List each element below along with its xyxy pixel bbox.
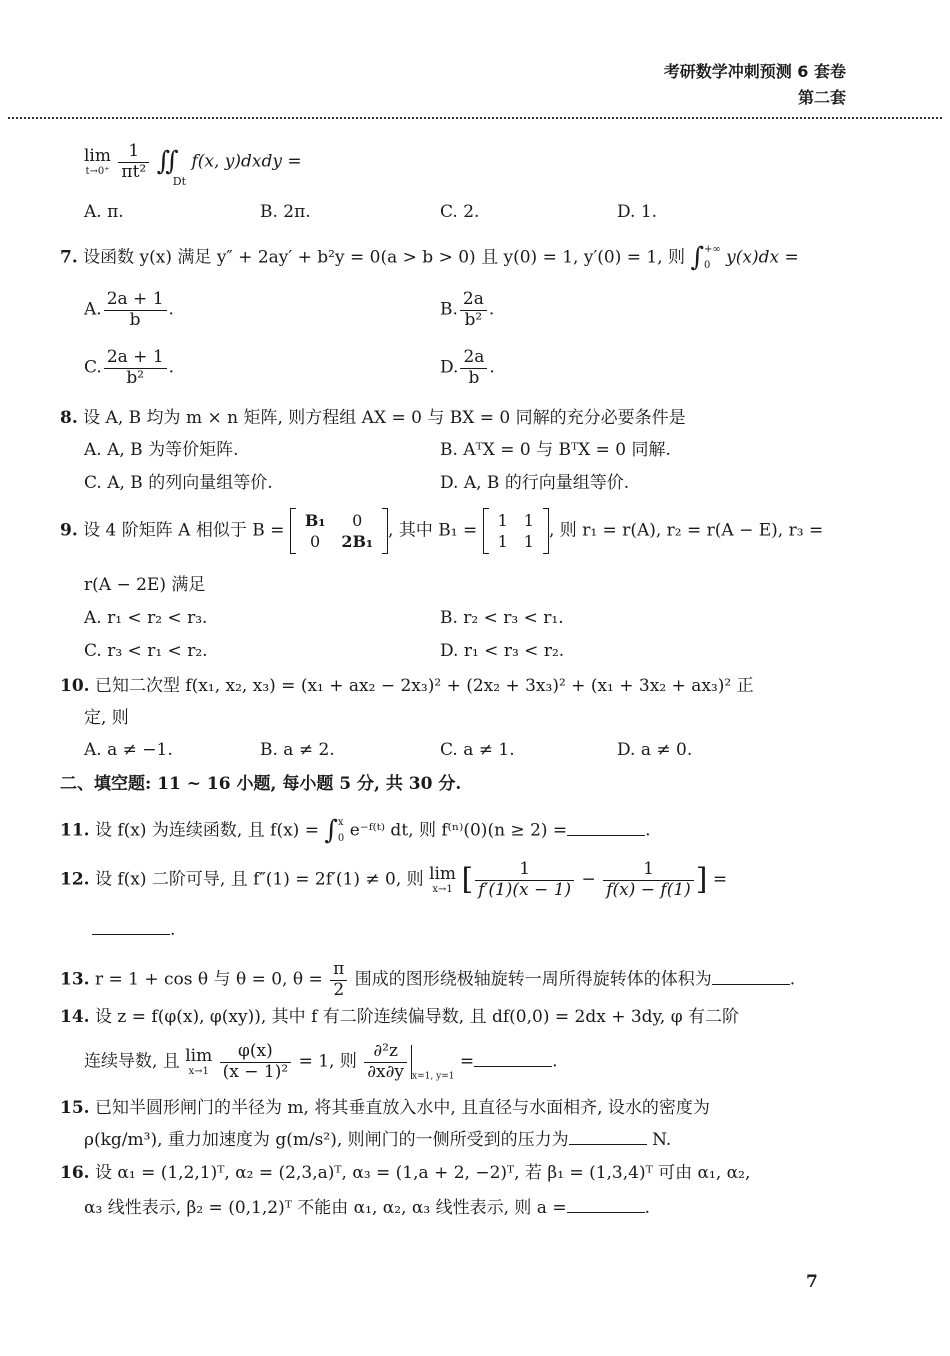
q6-option-c: C. 2. [440,202,480,222]
q11-stem: 11. 设 f(x) 为连续函数, 且 f(x) = ∫ x 0 e⁻ᶠ⁽ᵗ⁾ dt, 则 f⁽ⁿ⁾(0)(n ≥ 2) = . [60,815,651,846]
answer-blank[interactable] [569,1130,647,1145]
q9-option-d: D. r₁ < r₃ < r₂. [440,641,565,661]
q8-option-c: C. A, B 的列向量组等价. [84,473,273,493]
q6-fraction: $\frac{1}{\text{πt²}}$ [118,142,149,182]
q9-option-b: B. r₂ < r₃ < r₁. [440,608,564,628]
integral-icon: ∫ [690,242,705,273]
q7-option-a: A. $\frac{2a + 1}{b}$ . [84,289,174,330]
q6-expression: lim t→0⁺ $\frac{1}{\text{πt²}}$ $∬_{Dt}$ f(x, y)dxdy = [84,141,302,188]
q9-stem-continued: r(A − 2E) 满足 [84,575,206,595]
q6-option-a: A. π. [84,202,124,222]
answer-blank[interactable] [474,1052,552,1067]
answer-blank[interactable] [567,1198,645,1213]
q14-stem-continued: 连续导数, 且 lim x→1 $\frac{\varphi(x)}{\text{(x − 1)²}}$ = 1, 则 $\frac{\text{∂²z}}{\partial x\partial y}$ $_{x=1, y=1}$ = . [84,1041,558,1082]
answer-blank[interactable] [567,821,645,836]
q7-option-d: D. $\frac{2a}{b}$ . [440,347,495,388]
page-number: 7 [806,1272,818,1292]
q9-option-a: A. r₁ < r₂ < r₃. [84,608,208,628]
q8-stem: 8. 设 A, B 均为 m × n 矩阵, 则方程组 AX = 0 与 BX = 0 同解的充分必要条件是 [60,408,686,428]
q10-option-d: D. a ≠ 0. [617,740,693,760]
q9-option-c: C. r₃ < r₁ < r₂. [84,641,208,661]
q14-stem: 14. 设 z = f(φ(x), φ(xy)), 其中 f 有二阶连续偏导数, 且 df(0,0) = 2dx + 3dy, φ 有二阶 [60,1007,740,1027]
q6-limit: lim t→0⁺ [84,146,111,177]
q15-stem: 15. 已知半圆形闸门的半径为 m, 将其垂直放入水中, 且直径与水面相齐, 设水的密度为 [60,1098,710,1118]
header-title: 考研数学冲刺预测 6 套卷 [663,62,846,81]
q8-option-a: A. A, B 为等价矩阵. [84,440,239,460]
q16-stem-continued: α₃ 线性表示, β₂ = (0,1,2)ᵀ 不能由 α₁, α₂, α₃ 线性表示, 则 a = . [84,1198,650,1218]
q8-option-b: B. AᵀX = 0 与 BᵀX = 0 同解. [440,440,671,460]
section-2-heading: 二、填空题: 11 ~ 16 小题, 每小题 5 分, 共 30 分. [60,774,462,794]
q13-stem: 13. r = 1 + cos θ 与 θ = 0, θ = $\frac{\pi}{2}$ 围成的图形绕极轴旋转一周所得旋转体的体积为 . [60,959,796,1000]
q6-option-b: B. 2π. [260,202,311,222]
q12-stem: 12. 设 f(x) 二阶可导, 且 f″(1) = 2f′(1) ≠ 0, 则 lim x→1 [ $\frac{1}{f'(1)(x - 1)}$ − $\frac{1}{f(x) - f(1)}$ ] = [60,859,728,900]
q10-option-c: C. a ≠ 1. [440,740,515,760]
q10-stem-continued: 定, 则 [84,708,129,728]
q12-answer: . [92,920,175,940]
q15-stem-continued: ρ(kg/m³), 重力加速度为 g(m/s²), 则闸门的一侧所受到的压力为 N. [84,1130,672,1150]
q10-option-b: B. a ≠ 2. [260,740,335,760]
answer-blank[interactable] [92,920,170,935]
header-subtitle: 第二套 [797,88,846,107]
matrix-b1: 1 1 1 1 [483,508,549,554]
double-integral-icon: ∬ [156,146,179,177]
q8-option-d: D. A, B 的行向量组等价. [440,473,630,493]
q6-option-d: D. 1. [617,202,658,222]
matrix-b: B₁ 0 0 2B₁ [290,508,388,554]
q7-stem: 7. 设函数 y(x) 满足 y″ + 2ay′ + b²y = 0(a > b > 0) 且 y(0) = 1, y′(0) = 1, 则 ∫ +∞ 0 y(x)dx = [60,242,799,273]
q16-stem: 16. 设 α₁ = (1,2,1)ᵀ, α₂ = (2,3,a)ᵀ, α₃ = (1,a + 2, −2)ᵀ, 若 β₁ = (1,3,4)ᵀ 可由 α₁, α₂, [60,1163,751,1183]
q7-option-b: B. $\frac{2a}{\text{b²}}$ . [440,289,495,330]
integral-icon: ∫ [324,815,338,846]
answer-blank[interactable] [712,970,790,985]
header-divider [8,117,942,119]
q10-stem: 10. 已知二次型 f(x₁, x₂, x₃) = (x₁ + ax₂ − 2x₃)² + (2x₂ + 3x₃)² + (x₁ + 3x₂ + ax₃)² 正 [60,676,754,696]
q9-stem: 9. 设 4 阶矩阵 A 相似于 B = B₁ 0 0 2B₁ , 其中 B₁ = 1 1 1 1 , 则 r₁ = r(A), r₂ = r(A − E), r₃ = [60,508,823,554]
q10-option-a: A. a ≠ −1. [84,740,173,760]
q7-option-c: C. $\frac{2a + 1}{\text{b²}}$ . [84,347,175,388]
